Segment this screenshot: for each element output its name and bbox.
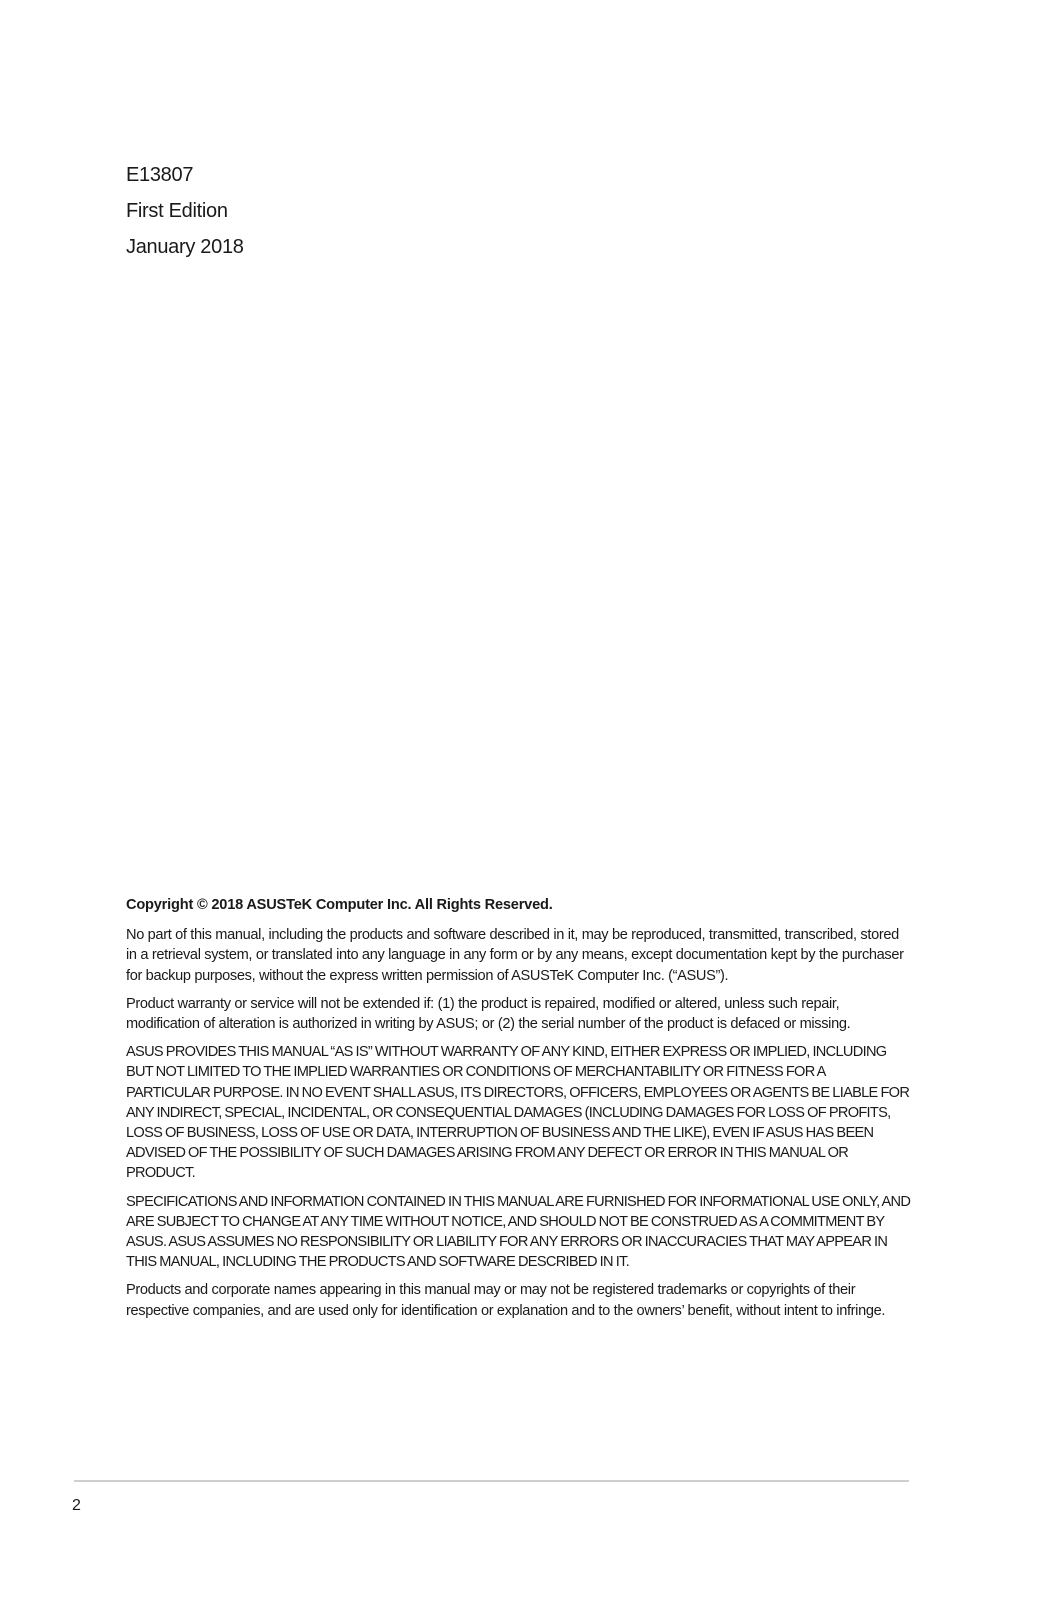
edition-info [126,157,244,265]
page-number: 2 [72,1497,81,1514]
edition-label: First Edition [126,200,228,222]
document-code: E13807 [126,164,194,186]
trademark-notice: Products and corporate names appearing in this manual may or may not be registered trademarks or copyrights of their respective companies, and are used only for identification or explanation and to the owners’ benefit, without intent to infringe. [126,1282,886,1319]
edition-date: January 2018 [126,236,244,258]
disclaimer-notice: ASUS PROVIDES THIS MANUAL “AS IS” WITHOUT WARRANTY OF ANY KIND, EITHER EXPRESS OR IMPLIED, INCLUDING BUT NOT LIMITED TO THE IMPLIED WARRANTIES OR CONDITIONS OF MERCHANTABILITY OR FITNESS FOR A PARTICULAR PURPOSE. IN NO EVENT SHALL ASUS, ITS DIRECTORS, OFFICERS, EMPLOYEES OR AGENTS BE LIABLE FOR ANY INDIRECT, SPECIAL, INCIDENTAL, OR CONSEQUENTIAL DAMAGES (INCLUDING DAMAGES FOR LOSS OF PROFITS, LOSS OF BUSINESS, LOSS OF USE OR DATA, INTERRUPTION OF BUSINESS AND THE LIKE), EVEN IF ASUS HAS BEEN ADVISED OF THE POSSIBILITY OF SUCH DAMAGES ARISING FROM ANY DEFECT OR ERROR IN THIS MANUAL OR PRODUCT. [126,1044,910,1182]
footer-divider [74,1480,909,1482]
copyright-notice: Copyright © 2018 ASUSTeK Computer Inc. All Rights Reserved. [126,897,553,913]
specifications-notice: SPECIFICATIONS AND INFORMATION CONTAINED IN THIS MANUAL ARE FURNISHED FOR INFORMATIONAL USE ONLY, AND ARE SUBJECT TO CHANGE AT ANY TIME WITHOUT NOTICE, AND SHOULD NOT BE CONSTRUED AS A COMMITMENT BY ASUS. ASUS ASSUMES NO RESPONSIBILITY OR LIABILITY FOR ANY ERRORS OR INACCURACIES THAT MAY APPEAR IN THIS MANUAL, INCLUDING THE PRODUCTS AND SOFTWARE DESCRIBED IN IT. [126,1193,911,1271]
reproduction-notice: No part of this manual, including the products and software described in it, may be reproduced, transmitted, transcribed, stored in a retrieval system, or translated into any language in any form or by any means, except documentation kept by the purchaser for backup purposes, without the express written permission of ASUSTeK Computer Inc. (“ASUS”). [126,927,904,984]
legal-notice [126,895,911,1329]
warranty-notice: Product warranty or service will not be extended if: (1) the product is repaired, modified or altered, unless such repair, modification of alteration is authorized in writing by ASUS; or (2) the serial number of the product is defaced or missing. [126,995,851,1033]
